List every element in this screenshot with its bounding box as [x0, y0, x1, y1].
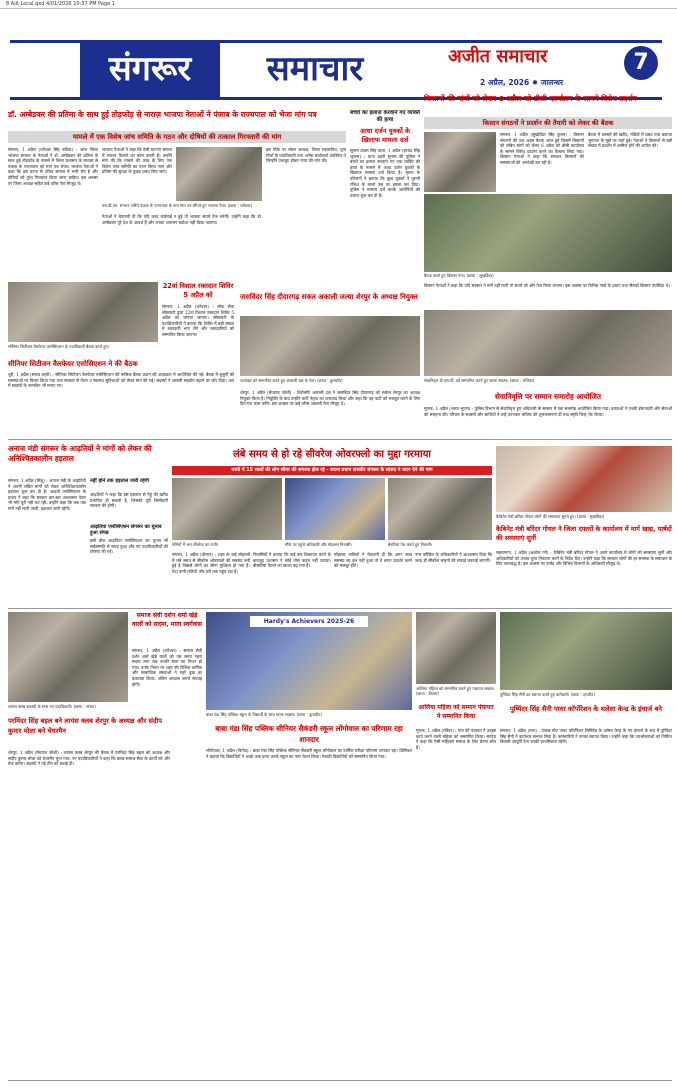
- senior-headline: सीनियर सिटीजन वैलफेयर एसोसिएशन ने की बैठक: [8, 360, 138, 368]
- crime-body: सुनाम ऊधम सिंह वाला, 1 अप्रैल (हरचंद सिंह भुल्लर) : थाना शहरी सुनाम की पुलिस ने बच्चों का इलाज करवाने गए एक व्यक्ति की हत्या के मामले में आधा दर्जन युवकों के खिलाफ मामला दर्ज किया है। मृतक के परिजनों ने बताया कि कुछ युवकों ने पुरानी रंजिश के चलते उस पर हमला कर दिया। पुलिस ने मामला दर्ज करके आरोपियों की तलाश शुरू कर दी है।: [350, 148, 420, 198]
- mandi-body-3: इसी बीच आढ़तिया एसोसिएशन का चुनाव भी सर्वसम्मति से संपन्न हुआ और नए पदाधिकारियों की घोषणा की गई।: [90, 538, 168, 555]
- sewer-quote-bar: बस्ती में 15 सालों की लोग सीवर की समस्या झेल रहे - बचना प्रधान जसवीर संगरूर के सांसद ने ध्यान देने की मांग: [172, 466, 492, 475]
- mandi-sub-1: नहीं होने तक हड़ताल जारी रहेगी: [90, 478, 149, 484]
- mandi-headline: अनाज मंडी संगरूर के आढ़तियों ने मांगों को लेकर की अनिश्चितकालीन हड़ताल: [8, 444, 152, 463]
- kisan-body-3: किसान नेताओं ने कहा कि यदि सरकार ने मांगें नहीं मानीं तो संघर्ष को और तेज किया जाएगा। इस अवसर पर विभिन्न गांवों के प्रधान तथा सैकड़ों किसान उपस्थित थे।: [424, 283, 670, 288]
- camp-body: संगरूर, 1 अप्रैल (धनेश्वर) : लोक सेवा सोसायटी द्वारा 22वां विशाल रक्तदान शिविर 5 अप्रैल को लगाया जाएगा। सोसायटी के पदाधिकारियों ने बताया कि शिविर में बड़ी संख्या में रक्तदानी भाग लेंगे और रक्तदानियों को सम्मानित किया जाएगा।: [162, 304, 234, 337]
- school-banner: Hardy's Achievers 2025-26: [250, 616, 368, 627]
- power-photo: [500, 612, 672, 690]
- akali-photo-caption: जत्थेदार को सम्मानित करते हुए अकाली दल के नेता। (छाया : कुलदीप): [240, 378, 343, 383]
- retire-photo-caption: सेवानिवृत्त डी.एस.पी. को सम्मानित करते हुए स्टाफ सदस्य। (छाया : राजिंदर): [424, 378, 535, 383]
- aaliya-photo: [416, 612, 496, 684]
- bottom-rule: [8, 1080, 672, 1081]
- kisan-body-2: बैठक में फसलों की खरीद, मंडियों में प्रबंध तथा बकाया भुगतान के मुद्दों पर चर्चा हुई। नेताओं ने किसानों से बड़ी संख्या में प्रदर्शन में शामिल होने की अपील की।: [588, 132, 672, 149]
- sewer-photo-3: [388, 478, 492, 540]
- kisan-photo-2: [424, 194, 672, 272]
- kisan-photo: [424, 132, 496, 192]
- school-photo-caption: बाबा गंडा सिंह पब्लिक स्कूल के विद्यार्थी के साथ स्टाफ सदस्य। (छाया : कुलदीप): [206, 712, 322, 717]
- aaliya-headline: आलिया महिला को सम्मान पंचायत ने सम्मानित किया: [418, 704, 494, 720]
- lead-body-2: भाजपा नेताओं ने कहा कि ऐसी घटनाएं समाज में नफरत फैलाने का काम करती हैं। उन्होंने मांग की कि मामले की जांच के लिए एक विशेष जांच समिति का गठन किया जाए और प्रतिमा की सुरक्षा के पुख्ता प्रबंध किए जाएं।: [102, 147, 172, 175]
- retire-photo: [424, 310, 672, 376]
- divider-2: [8, 608, 672, 609]
- lions-body: शेरपुर, 1 अप्रैल (मेघराज जोशी) : लायंस क्लब शेरपुर की बैठक में परमिंदर सिंह बहल को अध्यक्ष और संदीप कुमार मोला को चेयरमैन चुना गया। नए पदाधिकारियों ने कहा कि क्लब समाज सेवा के कार्यों को और तेज करेगा। सदस्यों ने नई टीम को बधाई दी।: [8, 750, 170, 767]
- aaliya-photo-caption: आलिया महिला को सम्मानित करते हुए पंचायत सदस्य। (छाया : विजय): [416, 686, 495, 696]
- kisan-headline: किसानों की मांगों को लेकर 6 अप्रैल को डीसी कार्यालय के सामने विरोध प्रदर्शन: [424, 94, 637, 103]
- lions-photo-caption: लायंस क्लब सदस्यों के साथ नए पदाधिकारी। (छाया : संजय): [8, 704, 96, 709]
- akali-body: शेरपुर, 1 अप्रैल (मेघराज जोशी) : शिरोमणि अकाली दल ने जसविंदर सिंह दीदारगढ़ को सर्कल शेरपुर का अध्यक्ष नियुक्त किया है। नियुक्ति के बाद उन्होंने पार्टी नेतृत्व का धन्यवाद किया और कहा कि वह पार्टी को मजबूत करने के लिए दिन-रात काम करेंगे। इस अवसर पर कई वरिष्ठ अकाली नेता मौजूद थे।: [240, 390, 420, 407]
- page-number: 7: [624, 46, 658, 80]
- obit-headline: समाज सेवी दर्शन शर्मा खेड़े वालों को सदमा, माता स्वर्गवास: [132, 612, 202, 628]
- crime-kicker: बच्चों का इलाज़ करवाने गए व्यक्ति की हत्या: [350, 110, 420, 123]
- retire-headline: सेवानिवृत्ति पर सम्मान समारोह आयोजित: [495, 392, 601, 401]
- masthead: [10, 40, 662, 102]
- obit-body: संगरूर, 1 अप्रैल (धनेश्वर) : समाज सेवी दर्शन शर्मा खेड़े वालों को उस समय गहरा सदमा लगा जब उनकी माता का निधन हो गया। उनके निधन पर शहर की विभिन्न धार्मिक और सामाजिक संस्थाओं ने गहरे दुख का प्रकटावा किया। अंतिम अरदास अगले सप्ताह होगी।: [132, 648, 202, 687]
- power-headline: पुष्पिंदर सिंह सैनी पावर कॉर्पोरेशन के थलेसा केन्द्र के इंचार्ज बने: [510, 705, 662, 713]
- kisan-body-1: संगरूर, 1 अप्रैल (सुखविंदर सिंह फुल्ल) : किसान संगठनों की एक अहम बैठक आज हुई जिसमें किसानों की लंबित मांगों को लेकर 6 अप्रैल को डीसी कार्यालय के सामने विरोध प्रदर्शन करने का फैसला लिया गया। किसान नेताओं ने कहा कि सरकार किसानों की समस्याओं की अनदेखी कर रही है।: [500, 132, 584, 165]
- akali-photo: [240, 316, 420, 376]
- sewer-photo-2: [285, 478, 385, 540]
- mandi-sub-2: आढ़तिया एसोसिएशन संगरूर का चुनाव हुआ संपन्न: [90, 524, 162, 536]
- mla-photo-caption: कैबिनेट मंत्री बरिंदर गोयल लोगों की समस्याएं सुनते हुए। (छाया : सुखविंदर): [496, 514, 605, 519]
- sewer-caption-3: बेनतियां पेश करते हुए निवासी।: [388, 542, 433, 547]
- sewer-body-4: नगर कौंसिल के अधिकारियों ने आश्वासन दिया कि जल्द ही सीवरेज लाइनों की सफाई करवाई जाएगी।: [415, 552, 492, 563]
- mla-photo: [496, 446, 672, 512]
- akali-headline: जसविंदर सिंह दीदारगढ़ सकत अकाली जत्था शेरपुर के अध्यक्ष नियुक्त: [240, 293, 418, 301]
- lions-headline: परमिंदर सिंह बहल बने लायंस क्लब शेरपुर के अध्यक्ष और संदीप कुमार मोला बने चेयरमैन: [8, 717, 162, 735]
- aaliya-body: मूणक, 1 अप्रैल (रविंदर) : गांव की पंचायत ने उत्कृष्ट कार्य करने वाली महिला को सम्मानित किया। सरपंच ने कहा कि ऐसी महिलाएं समाज के लिए प्रेरणा स्रोत हैं।: [416, 728, 496, 750]
- sewer-caption-2: मौके पर पहुंचे अधिकारी और मोहल्ला निवासी।: [285, 542, 352, 547]
- sewer-body-3: मोहल्ला वासियों ने चेतावनी दी कि अगर जल्द समस्या का हल नहीं हुआ तो वे धरना प्रदर्शन करने को मजबूर होंगे।: [334, 552, 412, 569]
- mla-body: लहरागागा, 1 अप्रैल (अशोक गर्ग) : कैबिनेट मंत्री बरिंदर गोयल ने अपने कार्यालय में लोगों की समस्याएं सुनीं और अधिकारियों को उनका तुरंत निपटारा करने के निर्देश दिए। उन्होंने कहा कि सरकार लोगों की हर समस्या के समाधान के लिए वचनबद्ध है। इस अवसर पर पार्षद और विभिन्न विभागों के अधिकारी मौजूद थे।: [496, 550, 672, 567]
- lead-body-4: इस मौके पर मंडल अध्यक्ष, जिला महासचिव, युवा मोर्चा के पदाधिकारी तथा अनेक कार्यकर्ता उपस्थित थे जिन्होंने एकजुट होकर न्याय की मांग की।: [266, 147, 346, 164]
- lead-photo: [176, 147, 262, 201]
- kisan-subhead: किसान संगठनों ने प्रदर्शन की तैयारी को लेकर की बैठक: [424, 117, 672, 129]
- sewer-headline: लंबे समय से हो रहे सीवरेज ओवरफ्लो का मुद्दा गरमाया: [233, 449, 431, 460]
- divider-1: [8, 439, 672, 440]
- sewer-caption-1: गलियों में भरा सीवरेज का पानी।: [172, 542, 219, 547]
- lead-body-3: नेताओं ने चेतावनी दी कि यदि जल्द कार्रवाई न हुई तो भाजपा संघर्ष तेज करेगी। उन्होंने कहा कि डॉ. अम्बेडकर पूरे देश के आदर्श हैं और उनका अपमान बर्दाश्त नहीं किया जाएगा।: [102, 214, 262, 225]
- masthead-word-1: संगरूर: [108, 49, 192, 89]
- mla-headline: कैबिनेट मंत्री बरिंदर गोयल ने जिला दफ्तरों के कार्यालय में मार्ग खाद्य, पार्षदों की समस्याएं सुनीं: [496, 525, 672, 542]
- masthead-word-2: समाचार: [266, 49, 364, 89]
- masthead-date: 2 अप्रैल, 2026 ✹ जालन्धर: [480, 78, 564, 87]
- sewer-body-2: निवासियों ने बताया कि कई बार शिकायत करने के बावजूद प्रशासन ने कोई ठोस कदम नहीं उठाया। बीमारियां फैलने का खतरा बढ़ गया है।: [253, 552, 331, 569]
- sewer-body-1: संगरूर, 1 अप्रैल (धीमान) : शहर के कई मोहल्लों में लंबे समय से सीवरेज ओवरफ्लो की समस्या बनी हुई है जिससे लोगों का जीना मुश्किल हो गया है। गंदा पानी गलियों और घरों तक पहुंच रहा है।: [172, 552, 250, 574]
- epaper-strip: 8 Ajit Local.qxd 4/01/2026 10:37 PM Page 1: [0, 0, 677, 9]
- camp-headline: 22वां विशाल रक्तदान शिविर 5 अप्रैल को: [162, 282, 234, 299]
- lead-body-1: संगरूर, 1 अप्रैल (धनेश्वर सिंह बठिंडा) : आज जिला भाजपा संगरूर के नेताओं ने डॉ. अम्बेडकर की प्रतिमा के साथ हुई तोड़फोड़ के मामले में जिला प्रशासन के माध्यम से पंजाब के राज्यपाल को मांग पत्र भेजा। भाजपा नेताओं ने कहा कि इस घटना से दलित समाज में भारी रोष है और दोषियों को तुरंत गिरफ्तार किया जाना चाहिए। इस अवसर पर जिला अध्यक्ष सहित कई वरिष्ठ नेता मौजूद थे।: [8, 147, 98, 186]
- senior-photo: [8, 282, 158, 342]
- school-headline: बाबा गंडा सिंह पब्लिक सीनियर सैकंडरी स्कूल लोंगोवाल का परिणाम रहा शानदार: [215, 724, 403, 744]
- masthead-brand: अजीत समाचार: [448, 46, 548, 67]
- school-body: लोंगोवाल, 1 अप्रैल (विनोद) : बाबा गंडा सिंह पब्लिक सीनियर सैकंडरी स्कूल लोंगोवाल का वार्षिक परीक्षा परिणाम शानदार रहा। प्रिंसिपल ने बताया कि विद्यार्थियों ने अच्छे अंक प्राप्त करके स्कूल का नाम रोशन किया। मेधावी विद्यार्थियों को सम्मानित किया गया।: [206, 748, 412, 759]
- lead-photo-caption: एस.डी.एम. संगरूर ज़रिये पंजाब के राज्यपाल के नाम मांग पत्र सौंपते हुए भाजपा नेता। (छाया : धनेश्वर): [102, 203, 253, 208]
- mandi-body: संगरूर, 1 अप्रैल (सिंधु) : अनाज मंडी के आढ़तियों ने अपनी लंबित मांगों को लेकर अनिश्चितकालीन हड़ताल शुरू कर दी है। आढ़ती एसोसिएशन के प्रधान ने कहा कि सरकार बार-बार आश्वासन देकर भी मांगें पूरी नहीं कर रही। उन्होंने कहा कि जब तक मांगें नहीं मानी जातीं, हड़ताल जारी रहेगी।: [8, 478, 86, 511]
- sewer-photo-1: [172, 478, 282, 540]
- power-photo-caption: पुष्पिंदर सिंह सैनी का स्वागत करते हुए कर्मचारी। (छाया : हरजीत): [500, 692, 595, 697]
- lead-subhead: मामले में एक विशेष जांच समिति के गठन और दोषियों की तत्काल गिरफ्तारी की मांग: [8, 131, 346, 143]
- power-body: संगरूर, 1 अप्रैल (मान) : पंजाब स्टेट पावर कॉर्पोरेशन लिमिटेड के थलेसा केन्द्र के नए इंचार्ज के रूप में पुष्पिंदर सिंह सैनी ने कार्यभार संभाल लिया है। कर्मचारियों ने उनका स्वागत किया। उन्होंने कहा कि उपभोक्ताओं को निर्विघ्न बिजली आपूर्ति देना उनकी प्राथमिकता रहेगी।: [500, 728, 672, 745]
- mandi-body-2: आढ़तियों ने कहा कि इस हड़ताल से गेहूं की खरीद प्रभावित हो सकती है, जिसकी पूरी जिम्मेदारी सरकार की होगी।: [90, 492, 168, 509]
- retire-body: मूणक, 1 अप्रैल (भारत भूषण) : पुलिस विभाग से सेवानिवृत्त हुए अधिकारी के सम्मान में एक समारोह आयोजित किया गया। वक्ताओं ने उनकी ईमानदारी और सेवाओं की सराहना की। परिवार के सदस्यों और साथियों ने उन्हें उज्ज्वल भविष्य की शुभकामनाएं दीं तथा स्मृति चिन्ह भेंट किया।: [424, 406, 672, 417]
- lions-photo: [8, 612, 128, 702]
- kisan-photo-caption: बैठक करते हुए किसान नेता। (छाया : सुखविंदर): [424, 273, 494, 278]
- lead-headline: डॉ. अम्बेडकर की प्रतिमा के साथ हुई तोड़फोड़ से नाराज़ भाजपा नेताओं ने पंजाब के राज्यपाल को भेजा मांग पत्र: [8, 110, 317, 119]
- crime-headline: आधा दर्जन युवकों के खिलाफ मामला दर्ज: [359, 127, 411, 144]
- senior-body: धूरी, 1 अप्रैल (संजय लहरी) : सीनियर सिटीजन वैलफेयर एसोसिएशन की मासिक बैठक प्रधान की अध्यक्षता में आयोजित की गई। बैठक में बुजुर्गों की समस्याओं पर विचार किया गया तथा सरकार से पेंशन व स्वास्थ्य सुविधाओं को लेकर मांग की गई। सदस्यों ने आपसी सहयोग बढ़ाने पर जोर दिया। अंत में सदस्यों के जन्मदिन भी मनाए गए।: [8, 372, 234, 389]
- senior-photo-caption: सीनियर सिटीजन वैलफेयर एसोसिएशन के पदाधिकारी बैठक करते हुए।: [8, 344, 110, 349]
